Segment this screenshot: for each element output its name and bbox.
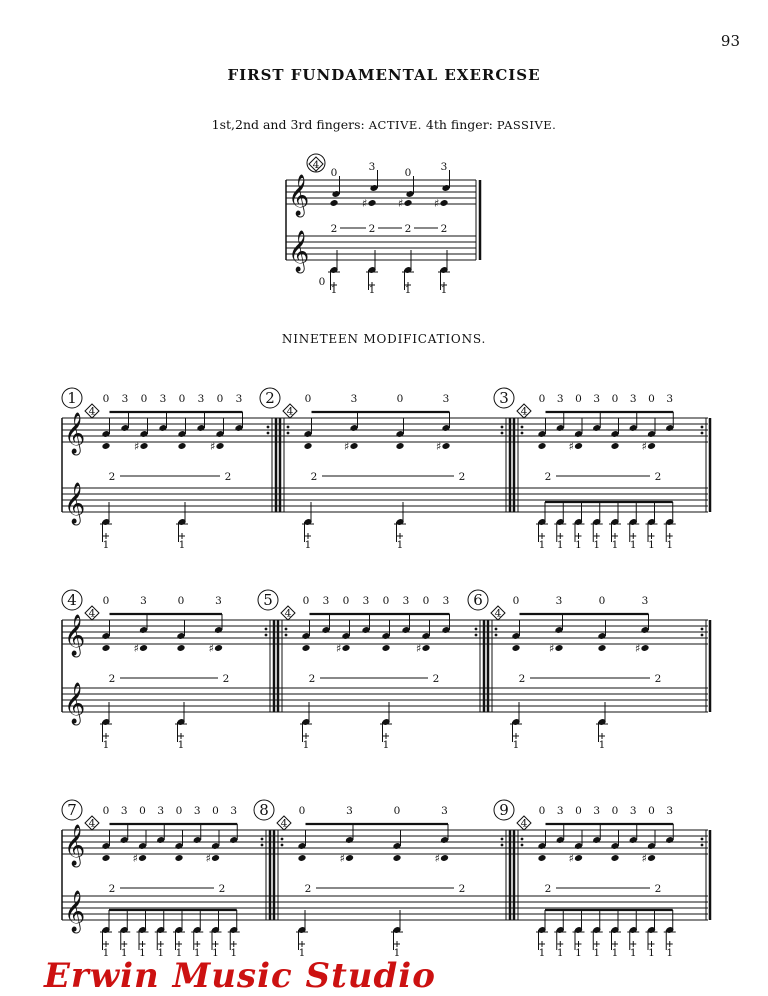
repeat-dot: [287, 432, 290, 435]
svg-text:0: 0: [648, 393, 655, 405]
svg-text:0: 0: [318, 276, 326, 288]
repeat-dot: [281, 838, 284, 841]
svg-text:0: 0: [178, 393, 186, 405]
repeat-dot: [261, 838, 264, 841]
svg-text:0: 0: [382, 595, 390, 607]
sharp-icon: ♯: [132, 852, 138, 865]
sharp-icon: ♯: [436, 440, 442, 453]
repeat-dot: [285, 634, 288, 637]
note: [647, 442, 656, 450]
repeat-dot: [501, 838, 504, 841]
svg-text:3: 3: [368, 161, 376, 173]
svg-text:1: 1: [177, 739, 185, 751]
svg-text:0: 0: [575, 805, 582, 817]
svg-text:3: 3: [157, 805, 165, 817]
svg-text:1: 1: [666, 947, 674, 959]
svg-text:1: 1: [102, 739, 110, 751]
repeat-dot: [501, 844, 504, 847]
note: [421, 644, 430, 652]
circle-label-text: 8: [259, 801, 269, 819]
svg-text:1: 1: [556, 947, 564, 959]
svg-text:0: 0: [598, 595, 606, 607]
treble-clef-icon: 𝄞: [64, 683, 86, 724]
svg-text:3: 3: [121, 393, 129, 405]
note: [574, 442, 583, 450]
note: [574, 854, 583, 862]
repeat-dot: [287, 426, 290, 429]
treble-clef-icon: 𝄞: [64, 615, 86, 656]
svg-text:0: 0: [611, 805, 619, 817]
note: [381, 644, 390, 652]
circle-label-text: 6: [473, 591, 483, 609]
repeat-dot: [267, 426, 270, 429]
repeat-dot: [475, 628, 478, 631]
treble-clef-icon: 𝄞: [288, 231, 310, 272]
svg-text:1: 1: [175, 947, 183, 959]
svg-text:0: 0: [102, 393, 110, 405]
sharp-icon: ♯: [208, 642, 214, 655]
svg-text:1: 1: [575, 539, 582, 551]
note: [211, 854, 220, 862]
svg-text:0: 0: [298, 805, 306, 817]
svg-text:2: 2: [440, 223, 448, 235]
sharp-icon: ♯: [434, 852, 440, 865]
svg-text:0: 0: [648, 805, 655, 817]
svg-text:0: 0: [422, 595, 430, 607]
svg-text:3: 3: [629, 393, 637, 405]
svg-text:3: 3: [235, 393, 243, 405]
svg-text:1: 1: [666, 539, 674, 551]
repeat-dot: [285, 628, 288, 631]
svg-text:3: 3: [666, 805, 674, 817]
repeat-dot: [521, 426, 524, 429]
note: [176, 644, 185, 652]
note: [440, 854, 449, 862]
svg-text:0: 0: [140, 393, 148, 405]
svg-text:1: 1: [575, 947, 582, 959]
svg-text:3: 3: [440, 161, 448, 173]
svg-text:0: 0: [538, 393, 546, 405]
treble-clef-icon: 𝄞: [64, 483, 86, 524]
note: [439, 199, 448, 207]
svg-text:0: 0: [175, 805, 183, 817]
sharp-icon: ♯: [336, 642, 342, 655]
repeat-dot: [265, 628, 268, 631]
svg-text:0: 0: [512, 595, 520, 607]
string-number: 4: [88, 817, 96, 830]
svg-text:1: 1: [120, 947, 128, 959]
svg-text:1: 1: [629, 947, 637, 959]
note: [138, 854, 147, 862]
svg-text:3: 3: [666, 393, 674, 405]
svg-text:2: 2: [108, 471, 116, 483]
note: [101, 644, 110, 652]
string-number: 4: [284, 607, 292, 620]
string-number: 4: [280, 817, 288, 830]
svg-text:3: 3: [641, 595, 649, 607]
sharp-icon: ♯: [568, 852, 574, 865]
svg-text:3: 3: [322, 595, 330, 607]
sharp-icon: ♯: [133, 642, 139, 655]
note: [101, 854, 110, 862]
svg-text:0: 0: [139, 805, 146, 817]
sharp-icon: ♯: [344, 440, 350, 453]
string-number: 4: [520, 405, 528, 418]
note: [537, 442, 546, 450]
circle-label-text: 2: [265, 389, 275, 407]
note: [174, 854, 183, 862]
svg-text:3: 3: [159, 393, 167, 405]
repeat-dot: [521, 844, 524, 847]
note: [349, 442, 358, 450]
treble-clef-icon: 𝄞: [64, 825, 86, 866]
svg-text:1: 1: [157, 947, 165, 959]
svg-text:3: 3: [193, 805, 201, 817]
repeat-dot: [475, 634, 478, 637]
note: [301, 644, 310, 652]
svg-text:1: 1: [102, 947, 110, 959]
sharp-icon: ♯: [362, 197, 368, 210]
circle-label-text: 7: [67, 801, 77, 819]
svg-text:2: 2: [654, 471, 662, 483]
svg-text:0: 0: [342, 595, 350, 607]
svg-text:3: 3: [593, 805, 601, 817]
svg-text:2: 2: [222, 673, 230, 685]
note: [647, 854, 656, 862]
svg-text:1: 1: [139, 947, 146, 959]
svg-text:3: 3: [197, 393, 205, 405]
svg-text:1: 1: [382, 739, 390, 751]
svg-text:1: 1: [304, 539, 312, 551]
treble-clef-icon: 𝄞: [64, 413, 86, 454]
svg-text:2: 2: [304, 883, 312, 895]
svg-text:0: 0: [177, 595, 185, 607]
svg-text:0: 0: [393, 805, 401, 817]
repeat-dot: [265, 634, 268, 637]
note: [554, 644, 563, 652]
svg-text:1: 1: [368, 284, 376, 296]
svg-text:3: 3: [556, 805, 564, 817]
svg-text:2: 2: [310, 471, 318, 483]
svg-text:1: 1: [611, 539, 619, 551]
svg-text:1: 1: [629, 539, 637, 551]
subtitle-fourth: 4th finger:: [425, 117, 493, 132]
svg-text:2: 2: [432, 673, 440, 685]
note: [177, 442, 186, 450]
svg-text:1: 1: [556, 539, 564, 551]
svg-text:3: 3: [629, 805, 637, 817]
repeat-dot: [701, 432, 704, 435]
circle-label-text: 4: [312, 159, 320, 171]
svg-text:2: 2: [368, 223, 376, 235]
svg-text:1: 1: [538, 539, 546, 551]
svg-text:1: 1: [302, 739, 310, 751]
circle-label-text: 9: [499, 801, 509, 819]
circle-label-text: 1: [67, 389, 77, 407]
svg-text:1: 1: [648, 539, 655, 551]
note: [610, 854, 619, 862]
svg-text:0: 0: [538, 805, 546, 817]
note: [441, 442, 450, 450]
svg-text:1: 1: [230, 947, 238, 959]
svg-text:1: 1: [440, 284, 448, 296]
svg-text:1: 1: [396, 539, 404, 551]
page-title: FIRST FUNDAMENTAL EXERCISE: [227, 66, 541, 84]
svg-text:0: 0: [404, 167, 412, 179]
svg-text:3: 3: [441, 805, 448, 817]
subtitle-fingers: 1st,2nd and 3rd fingers:: [211, 117, 365, 132]
note: [610, 442, 619, 450]
note: [395, 442, 404, 450]
svg-text:2: 2: [218, 883, 226, 895]
note: [403, 199, 412, 207]
svg-text:1: 1: [193, 947, 201, 959]
note: [597, 644, 606, 652]
sharp-icon: ♯: [416, 642, 422, 655]
string-number: 4: [88, 607, 96, 620]
treble-clef-icon: 𝄞: [288, 175, 310, 216]
string-number: 4: [494, 607, 502, 620]
svg-text:0: 0: [611, 393, 619, 405]
note: [345, 854, 354, 862]
svg-text:3: 3: [350, 393, 358, 405]
sharp-icon: ♯: [434, 197, 440, 210]
sharp-icon: ♯: [205, 852, 211, 865]
modifications-heading: NINETEEN MODIFICATIONS.: [281, 332, 487, 346]
sharp-icon: ♯: [635, 642, 641, 655]
sharp-icon: ♯: [134, 440, 140, 453]
svg-text:2: 2: [404, 223, 412, 235]
repeat-dot: [701, 838, 704, 841]
svg-text:2: 2: [330, 223, 338, 235]
string-number: 4: [88, 405, 96, 418]
svg-text:2: 2: [108, 883, 116, 895]
repeat-dot: [501, 426, 504, 429]
repeat-dot: [495, 634, 498, 637]
svg-text:2: 2: [224, 471, 232, 483]
note: [139, 442, 148, 450]
svg-text:3: 3: [402, 595, 410, 607]
circle-label-text: 4: [67, 591, 77, 609]
repeat-dot: [281, 844, 284, 847]
svg-text:0: 0: [575, 393, 582, 405]
circle-label-text: 3: [499, 389, 509, 407]
svg-text:0: 0: [216, 393, 224, 405]
repeat-dot: [701, 634, 704, 637]
svg-text:1: 1: [538, 947, 546, 959]
svg-text:0: 0: [212, 805, 219, 817]
svg-text:2: 2: [308, 673, 316, 685]
svg-text:3: 3: [593, 393, 601, 405]
svg-text:0: 0: [396, 393, 404, 405]
note: [341, 644, 350, 652]
svg-text:2: 2: [458, 883, 466, 895]
sharp-icon: ♯: [398, 197, 404, 210]
sharp-icon: ♯: [549, 642, 555, 655]
svg-text:1: 1: [298, 947, 306, 959]
svg-text:3: 3: [442, 393, 450, 405]
note: [303, 442, 312, 450]
svg-text:2: 2: [544, 471, 552, 483]
page-number: 93: [720, 32, 740, 50]
note: [640, 644, 649, 652]
svg-text:3: 3: [362, 595, 370, 607]
repeat-dot: [701, 844, 704, 847]
svg-text:3: 3: [120, 805, 128, 817]
svg-text:1: 1: [512, 739, 520, 751]
repeat-dot: [521, 838, 524, 841]
note: [392, 854, 401, 862]
svg-text:1: 1: [393, 947, 401, 959]
svg-text:1: 1: [611, 947, 619, 959]
treble-clef-icon: 𝄞: [64, 891, 86, 932]
repeat-dot: [261, 844, 264, 847]
sharp-icon: ♯: [641, 852, 647, 865]
repeat-dot: [501, 432, 504, 435]
svg-text:2: 2: [458, 471, 466, 483]
note: [139, 644, 148, 652]
svg-text:1: 1: [330, 284, 338, 296]
svg-text:3: 3: [346, 805, 353, 817]
sharp-icon: ♯: [339, 852, 345, 865]
svg-text:0: 0: [302, 595, 310, 607]
subtitle-passive: PASSIVE.: [496, 118, 557, 132]
note: [215, 442, 224, 450]
svg-text:1: 1: [102, 539, 110, 551]
svg-text:0: 0: [330, 167, 338, 179]
svg-text:1: 1: [178, 539, 186, 551]
circle-label-text: 5: [263, 591, 273, 609]
svg-text:3: 3: [140, 595, 147, 607]
note: [329, 199, 338, 207]
svg-text:3: 3: [215, 595, 222, 607]
note: [297, 854, 306, 862]
svg-text:1: 1: [593, 947, 601, 959]
note: [367, 199, 376, 207]
svg-text:0: 0: [102, 595, 110, 607]
svg-text:3: 3: [442, 595, 450, 607]
subtitle-active: ACTIVE.: [368, 118, 422, 132]
svg-text:3: 3: [230, 805, 238, 817]
sharp-icon: ♯: [568, 440, 574, 453]
string-number: 4: [520, 817, 528, 830]
svg-text:2: 2: [108, 673, 116, 685]
repeat-dot: [267, 432, 270, 435]
sharp-icon: ♯: [641, 440, 647, 453]
string-number: 4: [286, 405, 294, 418]
note: [537, 854, 546, 862]
note: [101, 442, 110, 450]
svg-text:3: 3: [556, 393, 564, 405]
svg-text:0: 0: [304, 393, 312, 405]
svg-text:0: 0: [102, 805, 110, 817]
svg-text:2: 2: [654, 673, 662, 685]
svg-text:2: 2: [544, 883, 552, 895]
svg-text:3: 3: [555, 595, 563, 607]
svg-text:1: 1: [648, 947, 655, 959]
svg-text:1: 1: [212, 947, 219, 959]
repeat-dot: [495, 628, 498, 631]
svg-text:1: 1: [598, 739, 606, 751]
sharp-icon: ♯: [210, 440, 216, 453]
note: [511, 644, 520, 652]
repeat-dot: [701, 426, 704, 429]
watermark: Erwin Music Studio: [44, 956, 436, 996]
repeat-dot: [521, 432, 524, 435]
svg-text:1: 1: [404, 284, 412, 296]
svg-text:2: 2: [654, 883, 662, 895]
note: [214, 644, 223, 652]
svg-text:2: 2: [518, 673, 526, 685]
svg-text:1: 1: [593, 539, 601, 551]
repeat-dot: [701, 628, 704, 631]
